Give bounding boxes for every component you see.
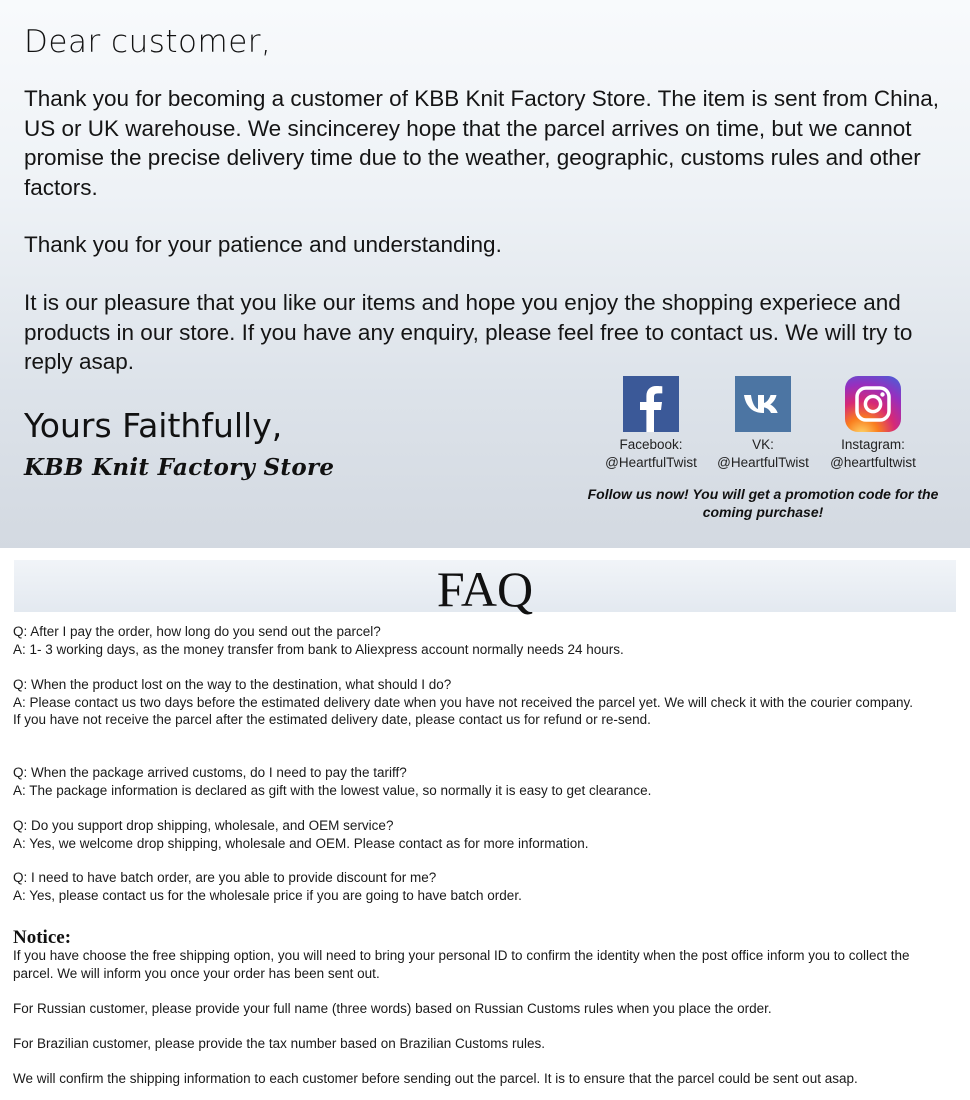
instagram-icon[interactable]	[845, 376, 901, 432]
signature: KBB Knit Factory Store	[24, 454, 335, 481]
faq-question: Q: When the product lost on the way to the destination, what should I do?	[13, 677, 452, 692]
faq-question: Q: After I pay the order, how long do you send out the parcel?	[13, 624, 381, 639]
faq-question: Q: I need to have batch order, are you able to provide discount for me?	[13, 870, 437, 885]
faq-answer: A: 1- 3 working days, as the money transfer from bank to Aliexpress account normally needs 24 hours.	[13, 641, 624, 657]
notice-heading: Notice:	[13, 927, 72, 948]
faq-question: Q: Do you support drop shipping, wholesale, and OEM service?	[13, 818, 394, 833]
social-instagram[interactable]	[813, 376, 933, 472]
faq-question: Q: When the package arrived customs, do I need to pay the tariff?	[13, 765, 407, 780]
faq-item	[13, 623, 953, 658]
letter-paragraph-3: It is our pleasure that you like our items and hope you enjoy the shopping experiece and products in our store. If you have any enquiry, please feel free to contact us. We will try to reply asap.	[24, 290, 913, 374]
facebook-handle[interactable]: @HeartfulTwist	[605, 455, 697, 470]
facebook-label: Facebook:	[619, 437, 683, 452]
vk-handle[interactable]: @HeartfulTwist	[717, 455, 809, 470]
vk-icon[interactable]	[735, 376, 791, 432]
facebook-icon[interactable]	[623, 376, 679, 432]
instagram-label: Instagram:	[841, 437, 905, 452]
follow-promo-text: Follow us now! You will get a promotion code for the coming purchase!	[587, 486, 939, 520]
faq-answer-continued: If you have not receive the parcel after the estimated delivery date, please contact us for refund or re-send.	[13, 712, 651, 727]
greeting: Dear customer,	[24, 24, 272, 60]
faq-item	[13, 869, 953, 904]
faq-title: FAQ	[436, 561, 534, 617]
faq-item	[13, 817, 953, 852]
faq-item	[13, 676, 953, 729]
closing: Yours Faithfully,	[24, 406, 283, 445]
letter-paragraph-2: Thank you for your patience and understanding.	[24, 232, 502, 257]
instagram-handle[interactable]: @heartfultwist	[830, 455, 916, 470]
faq-answer: A: Yes, please contact us for the wholesale price if you are going to have batch order.	[13, 887, 522, 903]
social-facebook[interactable]	[591, 376, 711, 472]
vk-label: VK:	[752, 437, 774, 452]
notice-paragraph: For Brazilian customer, please provide the tax number based on Brazilian Customs rules.	[13, 1036, 546, 1051]
notice-paragraph: We will confirm the shipping information to each customer before sending out the parcel. It is to ensure that the parcel could be sent out asap.	[13, 1071, 858, 1086]
letter-paragraph-1: Thank you for becoming a customer of KBB Knit Factory Store. The item is sent from China, US or UK warehouse. We sincincerey hope that the parcel arrives on time, but we cannot promise the precise delivery time due to the weather, geographic, customs rules and other factors.	[24, 86, 939, 200]
notice-paragraph: If you have choose the free shipping option, you will need to bring your personal ID to confirm the identity when the post office inform you to collect the parcel. We will inform you once your order has been sent out.	[13, 948, 910, 981]
notice-paragraph: For Russian customer, please provide your full name (three words) based on Russian Customs rules when you place the order.	[13, 1001, 772, 1016]
social-vk[interactable]	[703, 376, 823, 472]
faq-answer: A: Yes, we welcome drop shipping, wholesale and OEM. Please contact as for more information.	[13, 835, 589, 851]
faq-answer: A: Please contact us two days before the estimated delivery date when you have not received the parcel yet. We will check it with the courier company.	[13, 694, 913, 710]
faq-item	[13, 764, 953, 799]
faq-answer: A: The package information is declared as gift with the lowest value, so normally it is easy to get clearance.	[13, 782, 652, 798]
